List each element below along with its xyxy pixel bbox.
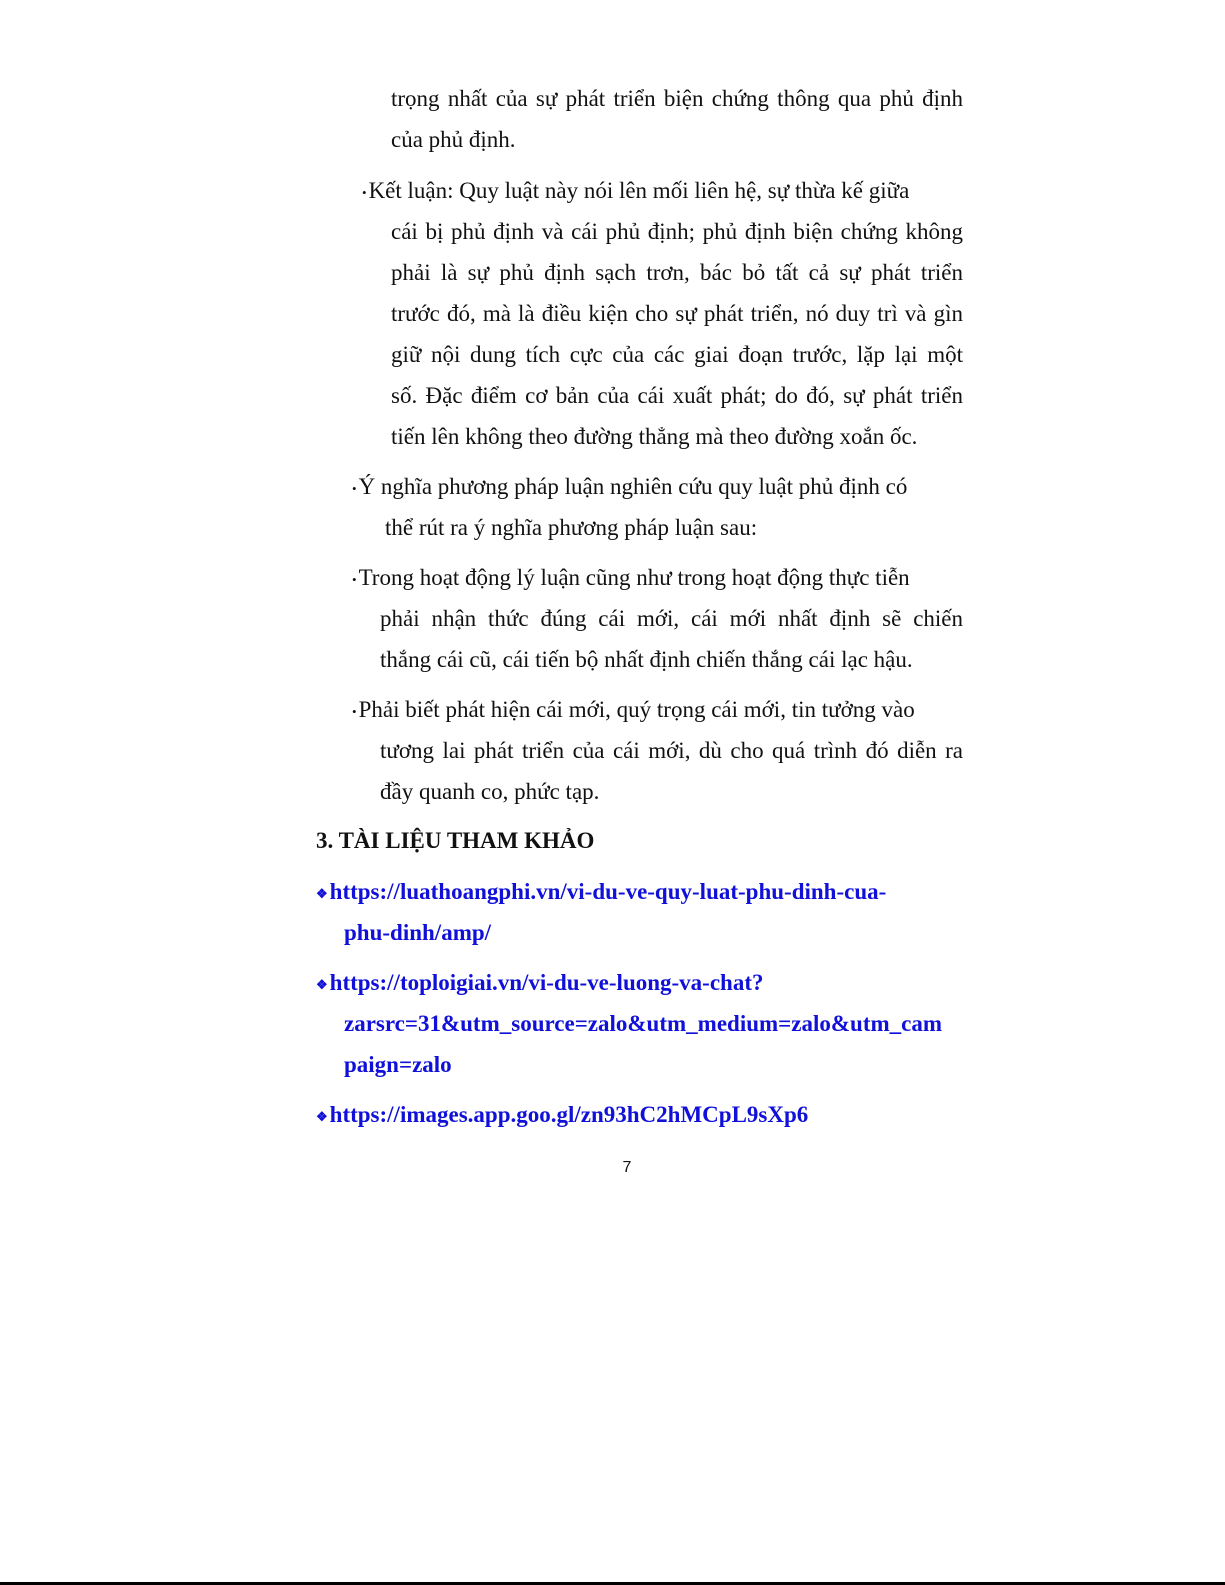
reference-link-1[interactable] — [316, 877, 886, 909]
paragraph-continuation-line: trọng nhất của sự phát triển biện chứng thông qua phủ định — [391, 86, 963, 111]
bullet-dot-icon: • — [362, 184, 367, 200]
bullet-dot-icon: • — [352, 703, 357, 719]
diamond-bullet-icon: ❖ — [316, 885, 328, 901]
methodology-line: thể rút ra ý nghĩa phương pháp luận sau: — [385, 515, 758, 540]
activity-line: phải nhận thức đúng cái mới, cái mới nhất định sẽ chiến — [380, 606, 963, 631]
conclusion-line: tiến lên không theo đường thẳng mà theo đường xoắn ốc. — [391, 424, 918, 449]
conclusion-text: Kết luận: Quy luật này nói lên mối liên hệ, sự thừa kế giữa — [368, 178, 910, 203]
reference-link-text[interactable]: https://toploigiai.vn/vi-du-ve-luong-va-chat? — [329, 970, 764, 995]
discover-line: tương lai phát triển của cái mới, dù cho quá trình đó diễn ra — [380, 738, 963, 763]
conclusion-line: trước đó, mà là điều kiện cho sự phát triển, nó duy trì và gìn — [391, 301, 963, 326]
conclusion-line: giữ nội dung tích cực của các giai đoạn trước, lặp lại một — [391, 342, 963, 367]
discover-first-line — [352, 695, 915, 727]
reference-link-3[interactable] — [316, 1100, 808, 1132]
conclusion-line: số. Đặc điểm cơ bản của cái xuất phát; do đó, sự phát triển — [391, 383, 963, 408]
reference-link-2-continuation[interactable]: paign=zalo — [344, 1052, 452, 1077]
bullet-dot-icon: • — [352, 480, 357, 496]
conclusion-first-line — [362, 176, 909, 208]
reference-link-text[interactable]: https://images.app.goo.gl/zn93hC2hMCpL9sXp6 — [329, 1102, 809, 1127]
reference-link-2[interactable] — [316, 968, 764, 1000]
reference-link-1-continuation[interactable]: phu-dinh/amp/ — [344, 920, 492, 945]
diamond-bullet-icon: ❖ — [316, 976, 328, 992]
paragraph-continuation-line: của phủ định. — [391, 127, 516, 152]
references-heading: 3. TÀI LIỆU THAM KHẢO — [316, 828, 595, 853]
conclusion-line: cái bị phủ định và cái phủ định; phủ định biện chứng không — [391, 219, 963, 244]
reference-link-text[interactable]: https://luathoangphi.vn/vi-du-ve-quy-luat-phu-dinh-cua- — [329, 879, 887, 904]
diamond-bullet-icon: ❖ — [316, 1108, 328, 1124]
activity-text: Trong hoạt động lý luận cũng như trong hoạt động thực tiễn — [358, 565, 910, 590]
activity-first-line — [352, 563, 910, 595]
methodology-text: Ý nghĩa phương pháp luận nghiên cứu quy luật phủ định có — [358, 474, 908, 499]
discover-text: Phải biết phát hiện cái mới, quý trọng cái mới, tin tưởng vào — [358, 697, 915, 722]
activity-line: thắng cái cũ, cái tiến bộ nhất định chiến thắng cái lạc hậu. — [380, 647, 913, 672]
page-number: 7 — [622, 1159, 632, 1176]
discover-line: đầy quanh co, phức tạp. — [380, 779, 600, 804]
conclusion-line: phải là sự phủ định sạch trơn, bác bỏ tất cả sự phát triển — [391, 260, 963, 285]
methodology-first-line — [352, 472, 907, 504]
bullet-dot-icon: • — [352, 571, 357, 587]
reference-link-2-continuation[interactable]: zarsrc=31&utm_source=zalo&utm_medium=zalo&utm_cam — [344, 1011, 943, 1036]
